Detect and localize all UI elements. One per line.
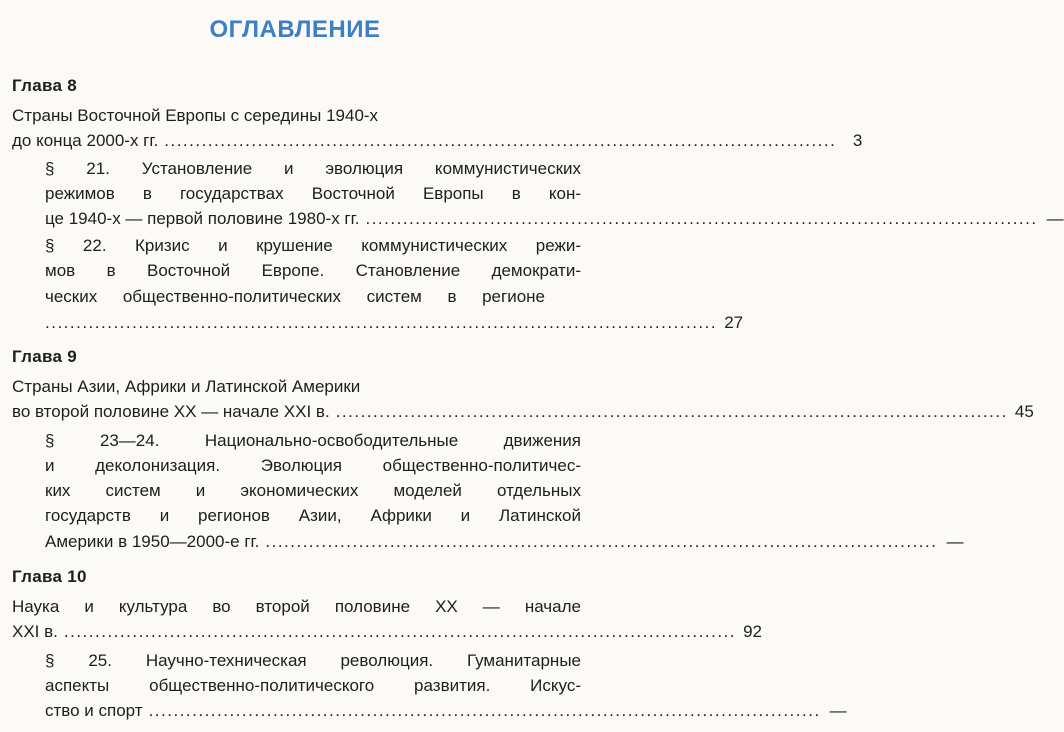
chapter-9-topic-line-1: Страны Азии, Африки и Латинской Америки: [12, 377, 361, 396]
chapter-10-topic-line-1: Наука и культура во второй половине XX — начале: [12, 597, 581, 616]
chapter-8-topic-entry[interactable]: [12, 131, 863, 151]
section-22-line-2: мов в Восточной Европе. Становление демократи-: [45, 261, 581, 280]
section-21-line-2: режимов в государствах Восточной Европы в кон-: [45, 184, 581, 203]
chapter-8-topic-line-1: Страны Восточной Европы с середины 1940-х: [12, 106, 379, 125]
section-21-page-number: —: [1046, 209, 1064, 228]
chapter-8-heading: Глава 8: [12, 76, 78, 95]
chapter-10-topic-line-2: XXI в.: [12, 622, 58, 641]
chapter-8-page-number: 3: [852, 131, 863, 150]
chapter-9-topic-line-2: во второй половине XX — начале XXI в.: [12, 402, 330, 421]
dot-leader: ............................................................................................................: [164, 131, 837, 150]
section-25-page-number: —: [829, 701, 847, 720]
section-23-24-line-2: и деколонизация. Эволюция общественно-политичес-: [45, 456, 581, 475]
section-22-page-number: 27: [724, 313, 744, 332]
chapter-10-topic-entry[interactable]: [12, 622, 762, 642]
section-25-line-3: ство и спорт: [45, 701, 143, 720]
section-22-line-3: ческих общественно-политических систем в регионе: [45, 287, 545, 306]
chapter-9-topic-entry[interactable]: [12, 402, 1034, 422]
chapter-10-heading: Глава 10: [12, 567, 87, 586]
dot-leader: ............................................................................................................: [365, 209, 1038, 228]
page-title: ОГЛАВЛЕНИЕ: [209, 16, 381, 43]
section-23-24-line-4: государств и регионов Азии, Африки и Латинской: [45, 506, 581, 525]
dot-leader: ............................................................................................................: [265, 532, 938, 551]
section-21-line-1: § 21. Установление и эволюция коммунистических: [45, 159, 581, 178]
section-21-entry[interactable]: [45, 209, 1064, 229]
dot-leader: ............................................................................................................: [63, 622, 736, 641]
section-25-line-1: § 25. Научно-техническая революция. Гуманитарные: [45, 651, 581, 670]
section-22-line-1: § 22. Кризис и крушение коммунистических режи-: [45, 236, 581, 255]
dot-leader: ............................................................................................................: [148, 701, 821, 720]
section-25-entry[interactable]: [45, 701, 847, 721]
section-21-line-3: це 1940-х — первой половине 1980-х гг.: [45, 209, 360, 228]
chapter-9-heading: Глава 9: [12, 347, 78, 366]
section-25-line-2: аспекты общественно-политического развития. Искус-: [45, 676, 581, 695]
chapter-9-page-number: 45: [1014, 402, 1034, 421]
dot-leader: ............................................................................................................: [335, 402, 1008, 421]
chapter-10-page-number: 92: [743, 622, 762, 641]
section-23-24-line-5: Америки в 1950—2000-е гг.: [45, 532, 260, 551]
section-22-entry[interactable]: [45, 313, 744, 333]
section-23-24-line-1: § 23—24. Национально-освободительные движения: [45, 431, 581, 450]
section-23-24-page-number: —: [946, 532, 964, 551]
dot-leader: ............................................................................................................: [45, 313, 718, 332]
section-23-24-line-3: ких систем и экономических моделей отдельных: [45, 481, 581, 500]
chapter-8-topic-line-2: до конца 2000-х гг.: [12, 131, 159, 150]
section-23-24-entry[interactable]: [45, 532, 964, 552]
